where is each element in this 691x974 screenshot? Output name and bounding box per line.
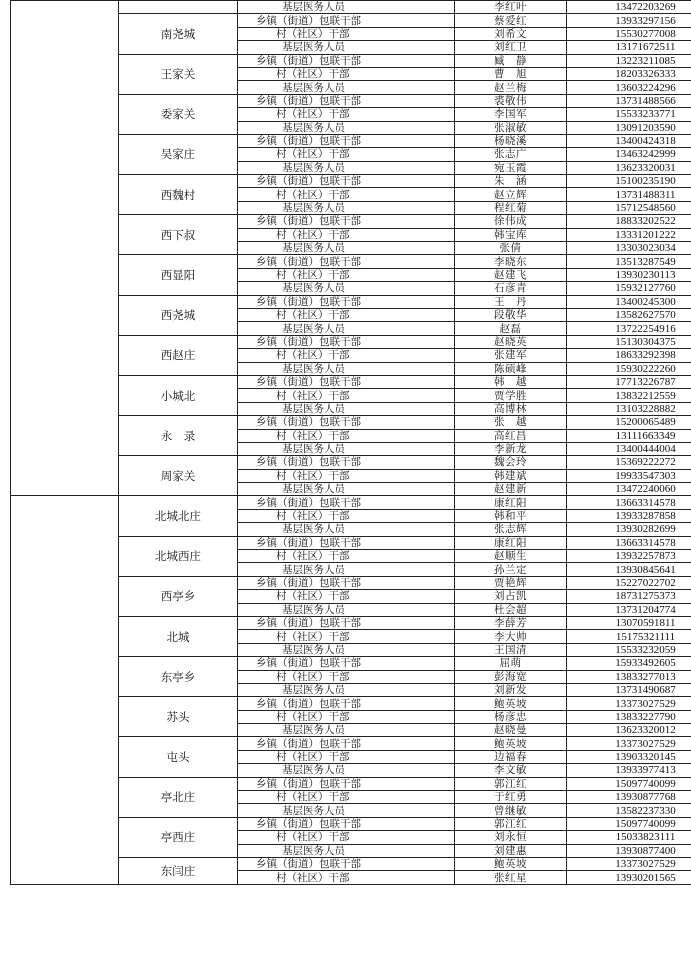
name-cell: 贾学胜 (455, 389, 567, 402)
phone-cell: 15932127760 (567, 282, 691, 295)
role-cell: 村（社区）干部 (238, 509, 455, 522)
role-cell: 乡镇（街道）包联干部 (238, 576, 455, 589)
village-cell: 西魏村 (119, 175, 238, 215)
name-cell: 刘占凯 (455, 590, 567, 603)
village-cell: 西亭乡 (119, 576, 238, 616)
phone-cell: 13070591811 (567, 616, 691, 629)
role-cell: 村（社区）干部 (238, 349, 455, 362)
phone-cell: 13091203590 (567, 121, 691, 134)
role-cell: 乡镇（街道）包联干部 (238, 697, 455, 710)
phone-cell: 15100235190 (567, 175, 691, 188)
village-cell: 西赵庄 (119, 335, 238, 375)
role-cell: 乡镇（街道）包联干部 (238, 255, 455, 268)
phone-cell: 15930222260 (567, 362, 691, 375)
name-cell: 韩建斌 (455, 469, 567, 482)
table-row (11, 1, 691, 14)
name-cell: 李薛芳 (455, 616, 567, 629)
name-cell: 韩 越 (455, 375, 567, 388)
table-row (11, 496, 691, 509)
role-cell: 乡镇（街道）包联干部 (238, 375, 455, 388)
role-cell: 乡镇（街道）包联干部 (238, 335, 455, 348)
name-cell: 高红昌 (455, 429, 567, 442)
role-cell: 基层医务人员 (238, 121, 455, 134)
name-cell: 赵顺生 (455, 550, 567, 563)
role-cell: 基层医务人员 (238, 683, 455, 696)
role-cell: 村（社区）干部 (238, 27, 455, 40)
role-cell: 基层医务人员 (238, 563, 455, 576)
role-cell: 基层医务人员 (238, 201, 455, 214)
name-cell: 李红叶 (455, 1, 567, 14)
phone-cell: 15097740099 (567, 777, 691, 790)
name-cell: 张倩 (455, 242, 567, 255)
role-cell: 乡镇（街道）包联干部 (238, 215, 455, 228)
role-cell: 乡镇（街道）包联干部 (238, 817, 455, 830)
phone-cell: 13930230113 (567, 268, 691, 281)
name-cell: 于红勇 (455, 791, 567, 804)
phone-cell: 13400424318 (567, 134, 691, 147)
name-cell: 赵兰梅 (455, 81, 567, 94)
village-cell: 苏头 (119, 697, 238, 737)
village-cell: 亭北庄 (119, 777, 238, 817)
name-cell: 张志辉 (455, 523, 567, 536)
phone-cell: 13103228882 (567, 402, 691, 415)
table-body (11, 1, 691, 885)
phone-cell: 13903320145 (567, 750, 691, 763)
phone-cell: 13833277013 (567, 670, 691, 683)
role-cell: 村（社区）干部 (238, 469, 455, 482)
phone-cell: 13513287549 (567, 255, 691, 268)
village-cell: 北城 (119, 616, 238, 656)
role-cell: 乡镇（街道）包联干部 (238, 295, 455, 308)
village-cell: 东亭乡 (119, 657, 238, 697)
role-cell: 村（社区）干部 (238, 791, 455, 804)
role-cell: 基层医务人员 (238, 724, 455, 737)
phone-cell: 15130304375 (567, 335, 691, 348)
name-cell: 刘红卫 (455, 41, 567, 54)
phone-cell: 13663314578 (567, 496, 691, 509)
phone-cell: 13331201222 (567, 228, 691, 241)
contact-sheet (10, 0, 677, 885)
role-cell: 乡镇（街道）包联干部 (238, 616, 455, 629)
role-cell: 村（社区）干部 (238, 67, 455, 80)
name-cell: 臧 静 (455, 54, 567, 67)
phone-cell: 13731488566 (567, 94, 691, 107)
phone-cell: 17713226787 (567, 375, 691, 388)
phone-cell: 13623320012 (567, 724, 691, 737)
phone-cell: 13373027529 (567, 858, 691, 871)
phone-cell: 13930877400 (567, 844, 691, 857)
contact-table (10, 0, 691, 885)
village-cell: 北城西庄 (119, 536, 238, 576)
village-cell: 委家关 (119, 94, 238, 134)
role-cell: 乡镇（街道）包联干部 (238, 858, 455, 871)
phone-cell: 13303023034 (567, 242, 691, 255)
name-cell: 赵晓曼 (455, 724, 567, 737)
phone-cell: 13400444004 (567, 442, 691, 455)
name-cell: 鲍英坡 (455, 858, 567, 871)
name-cell: 杜会超 (455, 603, 567, 616)
phone-cell: 13400245300 (567, 295, 691, 308)
role-cell: 基层医务人员 (238, 362, 455, 375)
name-cell: 赵立辉 (455, 188, 567, 201)
phone-cell: 13932257873 (567, 550, 691, 563)
phone-cell: 18203326333 (567, 67, 691, 80)
phone-cell: 13833227790 (567, 710, 691, 723)
name-cell: 韩宝库 (455, 228, 567, 241)
role-cell: 基层医务人员 (238, 764, 455, 777)
name-cell: 刘永恒 (455, 831, 567, 844)
name-cell: 石彦青 (455, 282, 567, 295)
phone-cell: 13722254916 (567, 322, 691, 335)
name-cell: 赵磊 (455, 322, 567, 335)
role-cell: 村（社区）干部 (238, 670, 455, 683)
phone-cell: 13373027529 (567, 737, 691, 750)
village-cell: 北城北庄 (119, 496, 238, 536)
role-cell: 乡镇（街道）包联干部 (238, 456, 455, 469)
phone-cell: 15033823111 (567, 831, 691, 844)
role-cell: 基层医务人员 (238, 242, 455, 255)
role-cell: 村（社区）干部 (238, 228, 455, 241)
name-cell: 张淑敏 (455, 121, 567, 134)
name-cell: 李晓东 (455, 255, 567, 268)
name-cell: 王国清 (455, 643, 567, 656)
name-cell: 李新龙 (455, 442, 567, 455)
name-cell: 鲍英坡 (455, 697, 567, 710)
role-cell: 乡镇（街道）包联干部 (238, 496, 455, 509)
phone-cell: 15097740099 (567, 817, 691, 830)
role-cell: 乡镇（街道）包联干部 (238, 14, 455, 27)
village-cell: 西显阳 (119, 255, 238, 295)
name-cell: 蔡爱红 (455, 14, 567, 27)
name-cell: 高博林 (455, 402, 567, 415)
role-cell: 乡镇（街道）包联干部 (238, 94, 455, 107)
name-cell: 韩和平 (455, 509, 567, 522)
phone-cell: 18633292398 (567, 349, 691, 362)
name-cell: 朱 涵 (455, 175, 567, 188)
village-cell: 王家关 (119, 54, 238, 94)
phone-cell: 13930845641 (567, 563, 691, 576)
role-cell: 乡镇（街道）包联干部 (238, 416, 455, 429)
name-cell: 郭江红 (455, 817, 567, 830)
name-cell: 鲍英坡 (455, 737, 567, 750)
role-cell: 乡镇（街道）包联干部 (238, 536, 455, 549)
phone-cell: 13663314578 (567, 536, 691, 549)
phone-cell: 13111663349 (567, 429, 691, 442)
role-cell: 村（社区）干部 (238, 389, 455, 402)
phone-cell: 13603224296 (567, 81, 691, 94)
name-cell: 赵晓英 (455, 335, 567, 348)
phone-cell: 13373027529 (567, 697, 691, 710)
village-cell: 南尧城 (119, 14, 238, 54)
name-cell: 张建军 (455, 349, 567, 362)
role-cell: 基层医务人员 (238, 804, 455, 817)
name-cell: 贾艳辉 (455, 576, 567, 589)
role-cell: 基层医务人员 (238, 483, 455, 496)
phone-cell: 13731204774 (567, 603, 691, 616)
name-cell: 李国军 (455, 108, 567, 121)
role-cell: 基层医务人员 (238, 402, 455, 415)
role-cell: 乡镇（街道）包联干部 (238, 54, 455, 67)
village-cell: 西下叔 (119, 215, 238, 255)
name-cell: 屈萌 (455, 657, 567, 670)
phone-cell: 13223211085 (567, 54, 691, 67)
village-cell: 吴家庄 (119, 134, 238, 174)
name-cell: 刘希文 (455, 27, 567, 40)
role-cell: 村（社区）干部 (238, 429, 455, 442)
role-cell: 村（社区）干部 (238, 871, 455, 884)
phone-cell: 13463242999 (567, 148, 691, 161)
name-cell: 陈硕峰 (455, 362, 567, 375)
role-cell: 村（社区）干部 (238, 831, 455, 844)
role-cell: 基层医务人员 (238, 603, 455, 616)
village-cell: 小城北 (119, 375, 238, 415)
phone-cell: 15533232059 (567, 643, 691, 656)
name-cell: 杨彦忠 (455, 710, 567, 723)
phone-cell: 13731488311 (567, 188, 691, 201)
village-cell: 东闫庄 (119, 858, 238, 885)
phone-cell: 13582237330 (567, 804, 691, 817)
role-cell: 村（社区）干部 (238, 308, 455, 321)
phone-cell: 15933492605 (567, 657, 691, 670)
name-cell: 孙兰定 (455, 563, 567, 576)
name-cell: 张 越 (455, 416, 567, 429)
role-cell: 基层医务人员 (238, 1, 455, 14)
name-cell: 宛玉霞 (455, 161, 567, 174)
role-cell: 基层医务人员 (238, 282, 455, 295)
phone-cell: 13930282699 (567, 523, 691, 536)
name-cell: 段敬华 (455, 308, 567, 321)
phone-cell: 13171672511 (567, 41, 691, 54)
phone-cell: 13731490687 (567, 683, 691, 696)
role-cell: 基层医务人员 (238, 844, 455, 857)
district-cell (11, 496, 119, 884)
name-cell: 程红菊 (455, 201, 567, 214)
phone-cell: 15200065489 (567, 416, 691, 429)
role-cell: 村（社区）干部 (238, 550, 455, 563)
village-cell (119, 1, 238, 14)
role-cell: 乡镇（街道）包联干部 (238, 777, 455, 790)
phone-cell: 13930877768 (567, 791, 691, 804)
phone-cell: 15227022702 (567, 576, 691, 589)
name-cell: 边福春 (455, 750, 567, 763)
role-cell: 村（社区）干部 (238, 148, 455, 161)
phone-cell: 13832212559 (567, 389, 691, 402)
name-cell: 郭江红 (455, 777, 567, 790)
name-cell: 徐伟成 (455, 215, 567, 228)
name-cell: 裘敬伟 (455, 94, 567, 107)
phone-cell: 15530277008 (567, 27, 691, 40)
phone-cell: 13472203269 (567, 1, 691, 14)
name-cell: 李大帅 (455, 630, 567, 643)
phone-cell: 15712548560 (567, 201, 691, 214)
name-cell: 张志广 (455, 148, 567, 161)
role-cell: 基层医务人员 (238, 161, 455, 174)
village-cell: 周家关 (119, 456, 238, 496)
name-cell: 王 丹 (455, 295, 567, 308)
role-cell: 乡镇（街道）包联干部 (238, 134, 455, 147)
phone-cell: 15533233771 (567, 108, 691, 121)
role-cell: 村（社区）干部 (238, 710, 455, 723)
name-cell: 康红阳 (455, 536, 567, 549)
name-cell: 康红阳 (455, 496, 567, 509)
role-cell: 村（社区）干部 (238, 630, 455, 643)
role-cell: 村（社区）干部 (238, 750, 455, 763)
role-cell: 基层医务人员 (238, 643, 455, 656)
name-cell: 彭海宽 (455, 670, 567, 683)
name-cell: 李文敏 (455, 764, 567, 777)
role-cell: 村（社区）干部 (238, 188, 455, 201)
district-cell (11, 1, 119, 496)
name-cell: 刘新发 (455, 683, 567, 696)
village-cell: 永 录 (119, 416, 238, 456)
phone-cell: 15369222272 (567, 456, 691, 469)
name-cell: 赵建新 (455, 483, 567, 496)
name-cell: 杨晓溪 (455, 134, 567, 147)
phone-cell: 18833202522 (567, 215, 691, 228)
village-cell: 屯头 (119, 737, 238, 777)
role-cell: 村（社区）干部 (238, 108, 455, 121)
name-cell: 曹 旭 (455, 67, 567, 80)
phone-cell: 13472240060 (567, 483, 691, 496)
name-cell: 曾继敏 (455, 804, 567, 817)
role-cell: 乡镇（街道）包联干部 (238, 737, 455, 750)
name-cell: 刘建惠 (455, 844, 567, 857)
role-cell: 村（社区）干部 (238, 590, 455, 603)
role-cell: 村（社区）干部 (238, 268, 455, 281)
village-cell: 亭西庄 (119, 817, 238, 857)
name-cell: 张红星 (455, 871, 567, 884)
phone-cell: 13930201565 (567, 871, 691, 884)
role-cell: 乡镇（街道）包联干部 (238, 175, 455, 188)
name-cell: 赵建飞 (455, 268, 567, 281)
phone-cell: 13623320031 (567, 161, 691, 174)
phone-cell: 13933287858 (567, 509, 691, 522)
role-cell: 基层医务人员 (238, 442, 455, 455)
role-cell: 基层医务人员 (238, 322, 455, 335)
role-cell: 基层医务人员 (238, 81, 455, 94)
name-cell: 魏会玲 (455, 456, 567, 469)
role-cell: 基层医务人员 (238, 523, 455, 536)
phone-cell: 15175321111 (567, 630, 691, 643)
role-cell: 基层医务人员 (238, 41, 455, 54)
phone-cell: 13933297156 (567, 14, 691, 27)
phone-cell: 18731275373 (567, 590, 691, 603)
phone-cell: 13582627570 (567, 308, 691, 321)
village-cell: 西尧城 (119, 295, 238, 335)
role-cell: 乡镇（街道）包联干部 (238, 657, 455, 670)
phone-cell: 13933977413 (567, 764, 691, 777)
phone-cell: 19933547303 (567, 469, 691, 482)
